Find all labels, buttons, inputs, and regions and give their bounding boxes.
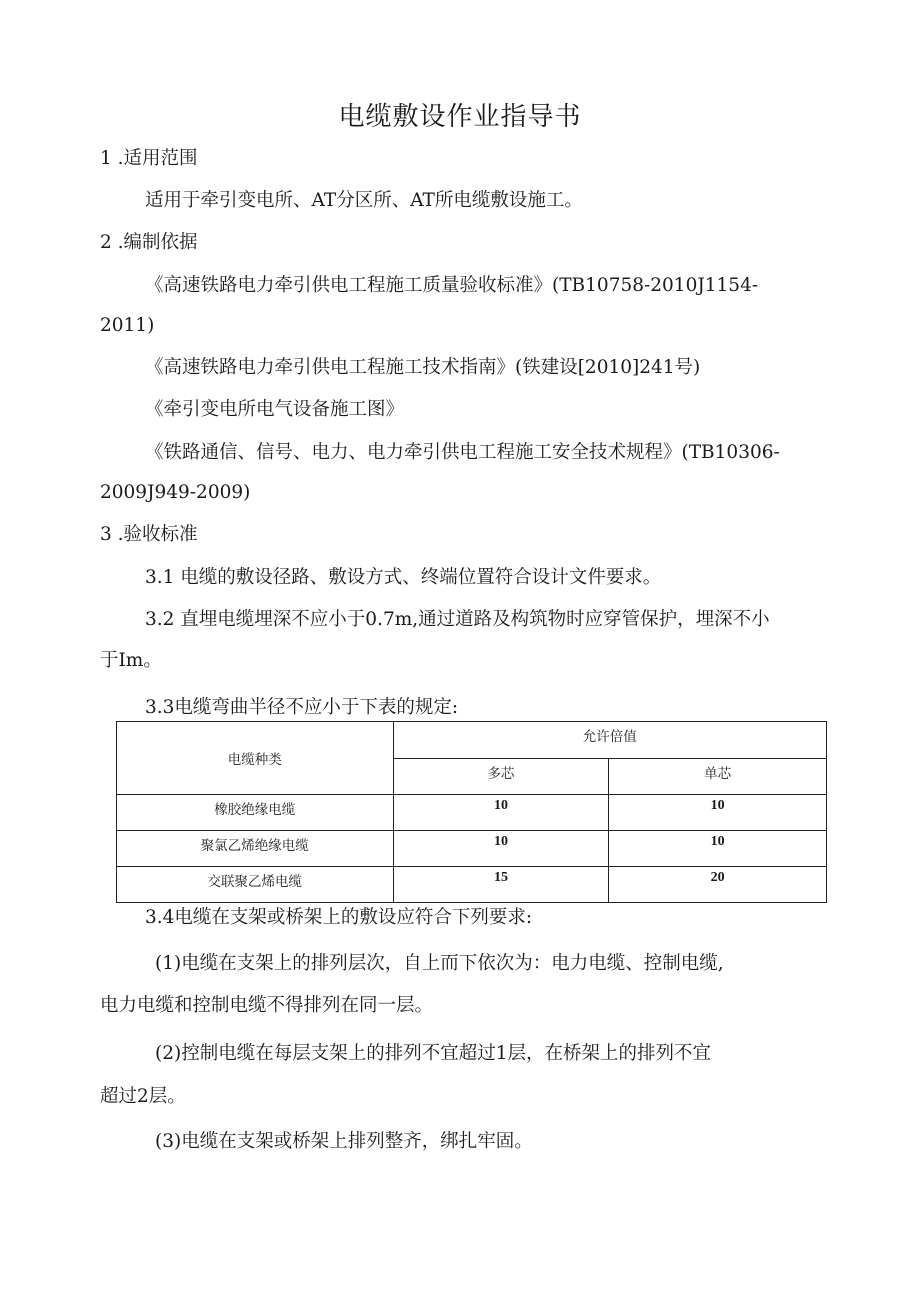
single-core-value: 20 <box>609 867 827 903</box>
requirement-1-line-1: (1)电缆在支架上的排列层次，自上而下依次为：电力电缆、控制电缆, <box>155 953 724 974</box>
section-1-body: 适用于牵引变电所、AT分区所、AT所电缆敷设施工。 <box>145 190 583 211</box>
clause-3-2-line-1: 3.2 直埋电缆埋深不应小于0.7m,通过道路及构筑物时应穿管保护，埋深不小 <box>145 609 770 630</box>
section-1-heading: 1 .适用范围 <box>100 148 198 169</box>
requirement-2-line-2: 超过2层。 <box>100 1086 186 1107</box>
reference-1-line-1: 《高速铁路电力牵引供电工程施工质量验收标准》(TB10758-2010J1154- <box>145 275 759 296</box>
reference-1-line-2: 2011) <box>100 315 155 336</box>
section-2-heading: 2 .编制依据 <box>100 232 198 253</box>
reference-4-line-1: 《铁路通信、信号、电力、电力牵引供电工程施工安全技术规程》(TB10306- <box>145 442 780 463</box>
clause-3-3: 3.3电缆弯曲半径不应小于下表的规定: <box>145 697 459 718</box>
table-row <box>117 831 827 867</box>
requirement-2-line-1: (2)控制电缆在每层支架上的排列不宜超过1层，在桥架上的排列不宜 <box>155 1043 711 1064</box>
clause-3-4: 3.4电缆在支架或桥架上的敷设应符合下列要求: <box>145 907 533 928</box>
header-allowed-multiple: 允许倍值 <box>393 722 826 759</box>
clause-3-2-line-2: 于Im。 <box>100 650 162 671</box>
header-cable-type: 电缆种类 <box>117 722 394 795</box>
requirement-1-line-2: 电力电缆和控制电缆不得排列在同一层。 <box>100 995 434 1016</box>
bend-radius-table <box>116 721 827 903</box>
clause-3-1: 3.1 电缆的敷设径路、敷设方式、终端位置符合设计文件要求。 <box>145 567 662 588</box>
cable-type-cell: 聚氯乙烯绝缘电缆 <box>117 831 394 867</box>
single-core-value: 10 <box>609 795 827 831</box>
cable-type-cell: 交联聚乙烯电缆 <box>117 867 394 903</box>
reference-2: 《高速铁路电力牵引供电工程施工技术指南》(铁建设[2010]241号) <box>145 357 701 378</box>
requirement-3: (3)电缆在支架或桥架上排列整齐，绑扎牢固。 <box>155 1131 533 1152</box>
multi-core-value: 10 <box>393 795 609 831</box>
document-title: 电缆敷设作业指导书 <box>338 102 582 132</box>
cable-type-cell: 橡胶绝缘电缆 <box>117 795 394 831</box>
reference-3: 《牵引变电所电气设备施工图》 <box>145 399 405 420</box>
table-row <box>117 867 827 903</box>
header-multi-core: 多芯 <box>393 759 609 795</box>
section-3-heading: 3 .验收标准 <box>100 524 198 545</box>
multi-core-value: 10 <box>393 831 609 867</box>
reference-4-line-2: 2009J949-2009) <box>100 482 251 503</box>
single-core-value: 10 <box>609 831 827 867</box>
multi-core-value: 15 <box>393 867 609 903</box>
header-single-core: 单芯 <box>609 759 827 795</box>
table-row <box>117 795 827 831</box>
